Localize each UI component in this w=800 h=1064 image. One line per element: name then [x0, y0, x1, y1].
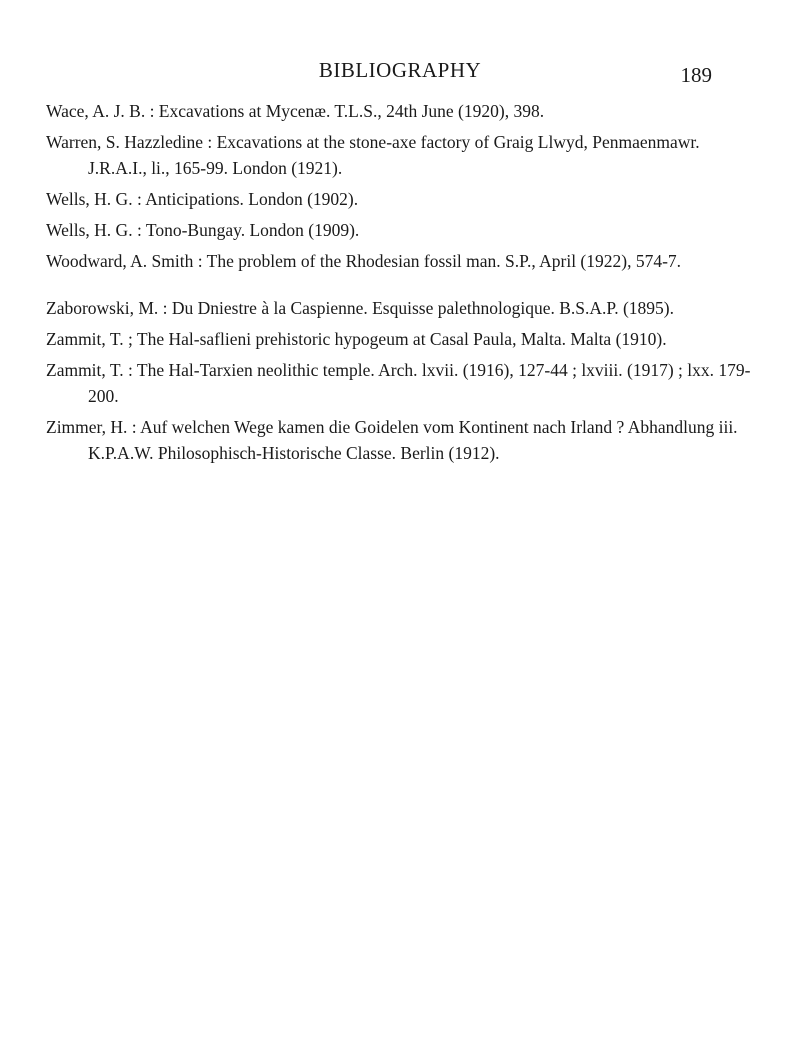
running-head — [0, 58, 800, 88]
bibliography-entry: Zammit, T. ; The Hal-saflieni prehistoric hypogeum at Casal Paula, Malta. Malta (1910). — [46, 329, 667, 349]
bibliography-entry: Zaborowski, M. : Du Dniestre à la Caspienne. Esquisse palethnologique. B.S.A.P. (1895). — [46, 298, 674, 318]
bibliography-entry: Wells, H. G. : Tono-Bungay. London (1909). — [46, 220, 360, 240]
page-number: 189 — [680, 63, 712, 87]
page-title: BIBLIOGRAPHY — [318, 58, 482, 82]
bibliography-entry: Zammit, T. : The Hal-Tarxien neolithic temple. Arch. lxvii. (1916), 127-44 ; lxviii. (1917) ; lxx. 179-200. — [46, 360, 751, 406]
bibliography-entry: Zimmer, H. : Auf welchen Wege kamen die Goidelen vom Kontinent nach Irland ? Abhandlung iii. K.P.A.W. Philosophisch-Historische Classe. Berlin (1912). — [46, 417, 738, 463]
bibliography-group-z — [46, 295, 761, 471]
bibliography-entry: Woodward, A. Smith : The problem of the Rhodesian fossil man. S.P., April (1922), 574-7. — [46, 251, 682, 271]
bibliography-entry: Wells, H. G. : Anticipations. London (1902). — [46, 189, 359, 209]
bibliography-entry: Wace, A. J. B. : Excavations at Mycenæ. T.L.S., 24th June (1920), 398. — [46, 101, 545, 121]
bibliography-entry: Warren, S. Hazzledine : Excavations at the stone-axe factory of Graig Llwyd, Penmaenmawr. J.R.A.I., li., 165-99. London (1921). — [46, 132, 700, 178]
bibliography-group-w — [46, 98, 761, 279]
